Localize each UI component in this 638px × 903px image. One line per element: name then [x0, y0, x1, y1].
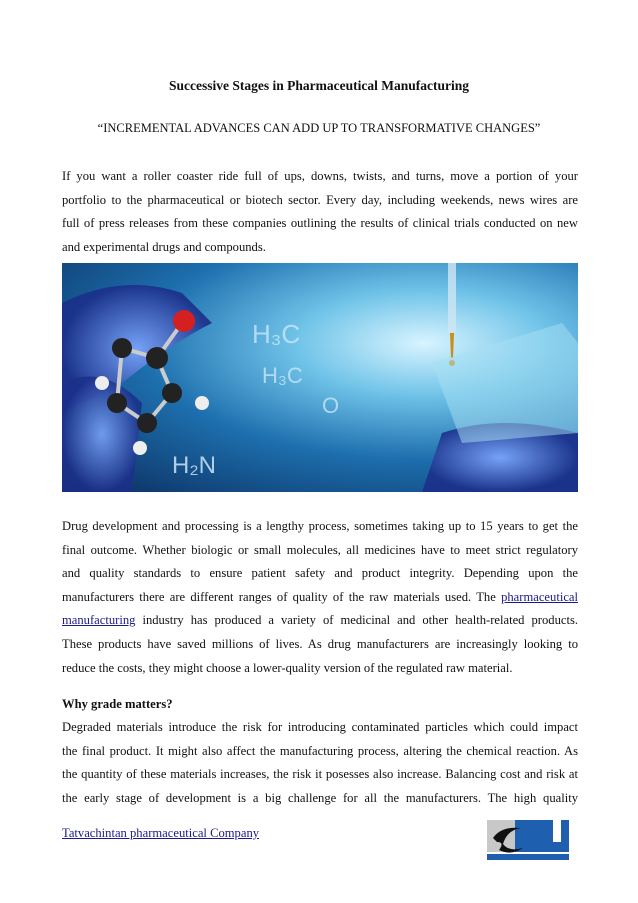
text-line: the quantity of these materials increases, the risk it posesses also increase. Balancing cost and risk at — [62, 767, 578, 782]
text-span: manufacturers there are different ranges of quality of the raw materials used. The — [62, 589, 502, 604]
pharmaceutical-link[interactable]: pharmaceutical — [501, 589, 578, 604]
company-logo — [487, 820, 569, 862]
paragraph-grade — [62, 716, 578, 810]
quote: “INCREMENTAL ADVANCES CAN ADD UP TO TRANSFORMATIVE CHANGES” — [97, 121, 541, 135]
paragraph-intro — [62, 165, 578, 259]
formula-label: O — [322, 393, 340, 418]
text-line: portfolio to the pharmaceutical or biotech sector. Every day, including weekends, news wires are — [62, 192, 578, 207]
text-line — [62, 609, 578, 633]
document-title: Successive Stages in Pharmaceutical Manufacturing — [169, 78, 469, 93]
text-line: and experimental drugs and compounds. — [62, 239, 266, 254]
text-line: These products have saved millions of lives. As drug manufacturers are increasingly looking to — [62, 636, 578, 651]
formula-label: H₃C — [252, 319, 301, 349]
company-footer-link[interactable]: Tatvachintan pharmaceutical Company — [62, 826, 260, 840]
section-heading: Why grade matters? — [62, 697, 173, 711]
text-line: Drug development and processing is a lengthy process, sometimes taking up to 15 years to get the — [62, 519, 578, 533]
lab-molecule-image — [62, 263, 578, 492]
text-line: and quality standards to ensure patient safety and product integrity. Depending upon the — [62, 566, 578, 581]
text-span: industry has produced a variety of medicinal and other health-related products. — [135, 613, 578, 628]
formula-label: H₃C — [262, 363, 303, 388]
text-line: full of press releases from these companies outlining the results of clinical trials conducted on new — [62, 216, 578, 231]
text-line: the early stage of development is a big challenge for all the manufacturers. The high quality — [62, 790, 578, 805]
text-line — [62, 586, 578, 610]
formula-label: H₂N — [172, 452, 216, 479]
text-line: If you want a roller coaster ride full of ups, downs, twists, and turns, move a portion of your — [62, 169, 578, 183]
text-line: Degraded materials introduce the risk for introducing contaminated particles which could impact — [62, 720, 578, 734]
paragraph-drug-development — [62, 515, 578, 680]
text-line: the final product. It might also affect the manufacturing process, altering the chemical reaction. As — [62, 743, 578, 758]
text-line: final outcome. Whether biologic or small molecules, all medicines have to meet strict regulatory — [62, 542, 578, 557]
manufacturing-link[interactable]: manufacturing — [62, 613, 136, 628]
text-line: reduce the costs, they might choose a lower-quality version of the regulated raw material. — [62, 660, 513, 675]
